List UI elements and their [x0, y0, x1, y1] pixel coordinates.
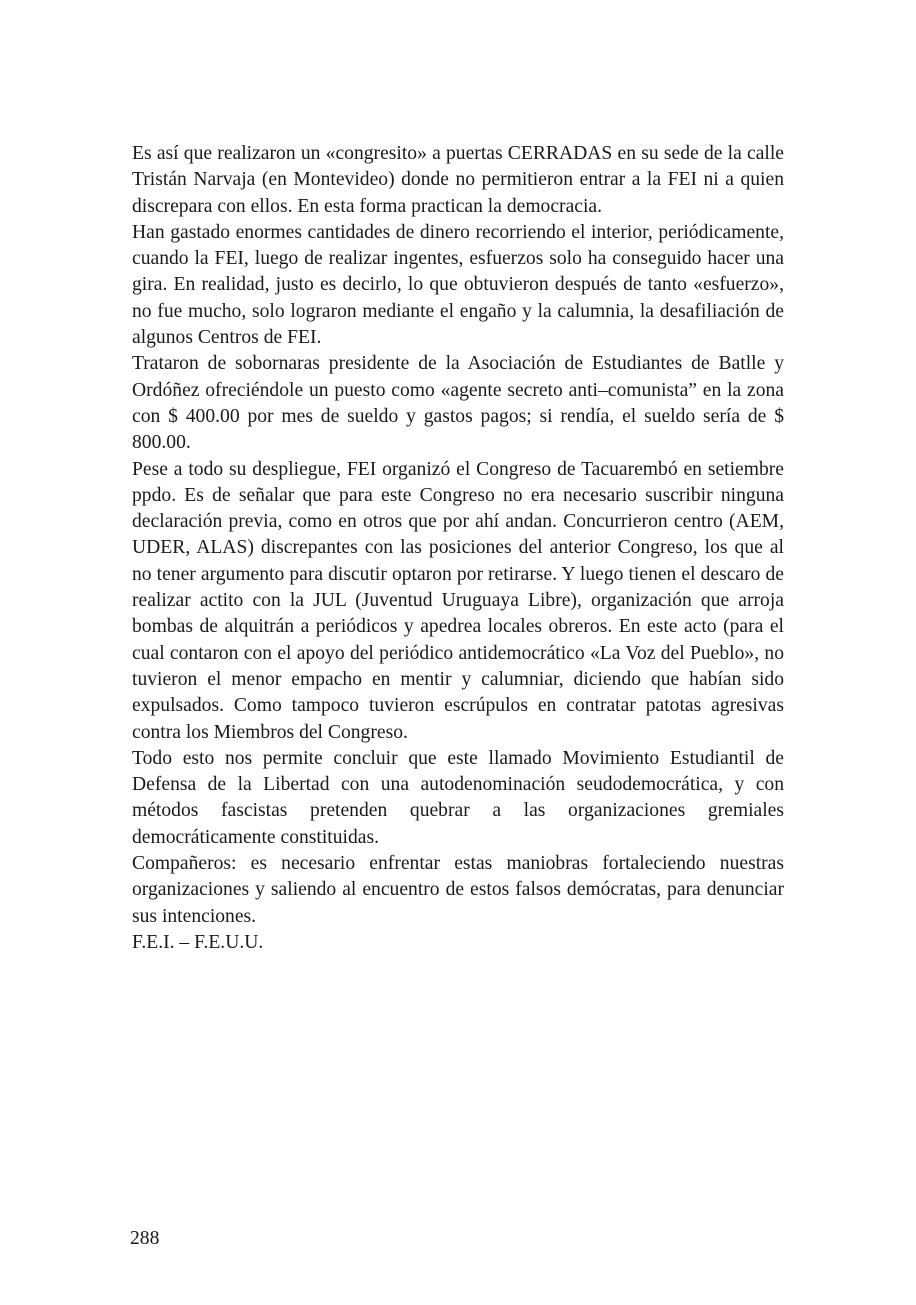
paragraph-conclusion: Todo esto nos permite concluir que este llamado Movimiento Estudiantil de Defensa de la Libertad con una autodenominación seudodemocrática, y con métodos fascistas pretenden quebrar a las organizaciones gremiales democráticamente constituidas.: [132, 747, 784, 848]
paragraph-congresito: Es así que realizaron un «congresito» a puertas CERRADAS en su sede de la calle Tristán Narvaja (en Montevideo) donde no permitieron entrar a la FEI ni a quien discrepara con ellos. En esta forma practican la democracia.: [132, 143, 784, 217]
page-number: 288: [130, 1228, 160, 1249]
signature: F.E.I. – F.E.U.U.: [132, 931, 264, 953]
paragraph-gastos: Han gastado enormes cantidades de dinero recorriendo el interior, periódicamente, cuando la FEI, luego de realizar ingentes, esfuerzos solo ha conseguido hacer una gira. En realidad, justo es decirlo, lo que obtuvieron después de tanto «esfuerzo», no fue mucho, solo lograron mediante el engaño y la calumnia, la desafiliación de algunos Centros de FEI.: [132, 221, 784, 349]
paragraph-soborno: Trataron de sobornaras presidente de la Asociación de Estudiantes de Batlle y Ordóñez ofreciéndole un puesto como «agente secreto anti–comunista” en la zona con $ 400.00 por mes de sueldo y gastos pagos; si rendía, el sueldo sería de $ 800.00.: [132, 353, 784, 454]
body-text: [132, 141, 784, 956]
paragraph-llamado: Compañeros: es necesario enfrentar estas maniobras fortaleciendo nuestras organizaciones y saliendo al encuentro de estos falsos demócratas, para denunciar sus intenciones.: [132, 853, 784, 927]
paragraph-congreso-tacuarembo: Pese a todo su despliegue, FEI organizó el Congreso de Tacuarembó en setiembre ppdo. Es de señalar que para este Congreso no era necesario suscribir ninguna declaración previa, como en otros que por ahí andan. Concurrieron centro (AEM, UDER, ALAS) discrepantes con las posiciones del anterior Congreso, los que al no tener argumento para discutir optaron por retirarse. Y luego tienen el descaro de realizar actito con la JUL (Juventud Uruguaya Libre), organización que arroja bombas de alquitrán a periódicos y apedrea locales obreros. En este acto (para el cual contaron con el apoyo del periódico antidemocrático «La Voz del Pueblo», no tuvieron el menor empacho en mentir y calumniar, diciendo que habían sido expulsados. Como tampoco tuvieron escrúpulos en contratar patotas agresivas contra los Miembros del Congreso.: [132, 458, 784, 743]
